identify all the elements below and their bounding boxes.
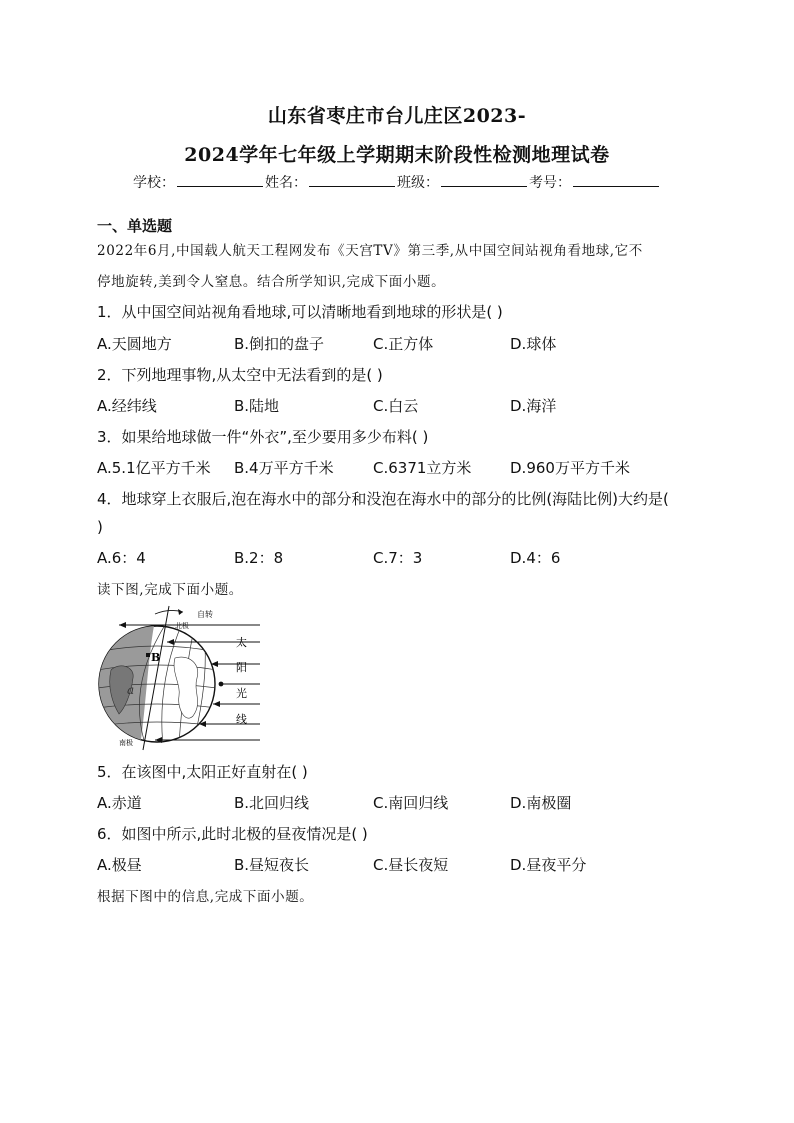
student-info-row bbox=[0, 172, 794, 192]
q3-option-d[interactable]: D.960万平方千米 bbox=[510, 459, 630, 477]
earth-diagram bbox=[97, 604, 267, 752]
number-label: 考号： bbox=[529, 175, 571, 191]
question-5-stem: 5．在该图中,太阳正好直射在( ) bbox=[97, 763, 308, 781]
sunlight-label-char: 光 bbox=[236, 687, 247, 700]
question-3-stem: 3．如果给地球做一件“外衣”,至少要用多少布料( ) bbox=[97, 428, 429, 446]
school-field[interactable] bbox=[133, 172, 265, 192]
sunlight-ray-arrowhead bbox=[119, 622, 126, 628]
name-field[interactable] bbox=[265, 172, 397, 192]
q2-option-c[interactable]: C.白云 bbox=[373, 397, 419, 415]
q1-option-d[interactable]: D.球体 bbox=[510, 335, 557, 353]
q2-option-b[interactable]: B.陆地 bbox=[234, 397, 280, 415]
north-pole-label: 北极 bbox=[175, 622, 189, 630]
q6-option-c[interactable]: C.昼长夜短 bbox=[373, 856, 449, 874]
q4-option-d[interactable]: D.4：6 bbox=[510, 549, 561, 567]
question-4-options bbox=[97, 547, 717, 569]
south-pole-label: 南极 bbox=[119, 739, 133, 747]
intro1-line1: 2022年6月,中国载人航天工程网发布《天宫TV》第三季,从中国空间站视角看地球,它不 bbox=[97, 243, 643, 259]
q4-option-b[interactable]: B.2：8 bbox=[234, 549, 284, 567]
class-label: 班级： bbox=[397, 175, 439, 191]
question-2-options bbox=[97, 395, 717, 417]
question-2-stem: 2．下列地理事物,从太空中无法看到的是( ) bbox=[97, 366, 383, 384]
question-6-stem: 6．如图中所示,此时北极的昼夜情况是( ) bbox=[97, 825, 368, 843]
question-1-stem: 1．从中国空间站视角看地球,可以清晰地看到地球的形状是( ) bbox=[97, 303, 503, 321]
question-1-options bbox=[97, 333, 717, 355]
sunlight-ray-arrowhead bbox=[213, 701, 220, 707]
name-label: 姓名： bbox=[265, 175, 307, 191]
rotation-label: 自转 bbox=[197, 610, 213, 619]
q1-option-c[interactable]: C.正方体 bbox=[373, 335, 434, 353]
q5-option-c[interactable]: C.南回归线 bbox=[373, 794, 449, 812]
sunlight-label-char: 线 bbox=[236, 713, 247, 726]
number-field[interactable] bbox=[529, 172, 661, 192]
class-field[interactable] bbox=[397, 172, 529, 192]
q4-option-a[interactable]: A.6：4 bbox=[97, 549, 146, 567]
q3-option-a[interactable]: A.5.1亿平方千米 bbox=[97, 459, 211, 477]
q5-option-d[interactable]: D.南极圈 bbox=[510, 794, 572, 812]
q6-option-d[interactable]: D.昼夜平分 bbox=[510, 856, 587, 874]
q3-option-b[interactable]: B.4万平方千米 bbox=[234, 459, 334, 477]
number-blank[interactable] bbox=[573, 173, 659, 187]
school-blank[interactable] bbox=[177, 173, 263, 187]
sunlight-label-char: 阳 bbox=[236, 661, 247, 674]
intro3: 根据下图中的信息,完成下面小题。 bbox=[97, 889, 314, 905]
question-3-options bbox=[97, 457, 717, 479]
q3-option-c[interactable]: C.6371立方米 bbox=[373, 459, 472, 477]
question-4-stem-line1: 4．地球穿上衣服后,泡在海水中的部分和没泡在海水中的部分的比例(海陆比例)大约是( bbox=[97, 490, 669, 508]
point-b-marker bbox=[146, 653, 150, 657]
q4-option-c[interactable]: C.7：3 bbox=[373, 549, 423, 567]
question-5-options bbox=[97, 792, 717, 814]
q6-option-b[interactable]: B.昼短夜长 bbox=[234, 856, 310, 874]
exam-title-line2: 2024学年七年级上学期期末阶段性检测地理试卷 bbox=[184, 144, 610, 166]
q6-option-a[interactable]: A.极昼 bbox=[97, 856, 142, 874]
earth-sunlight-figure bbox=[97, 604, 267, 752]
direct-point-marker bbox=[219, 682, 224, 687]
exam-title-line1: 山东省枣庄市台儿庄区2023- bbox=[267, 105, 527, 127]
question-6-options bbox=[97, 854, 717, 876]
q5-option-b[interactable]: B.北回归线 bbox=[234, 794, 310, 812]
q5-option-a[interactable]: A.赤道 bbox=[97, 794, 142, 812]
intro2: 读下图,完成下面小题。 bbox=[97, 582, 243, 598]
q2-option-a[interactable]: A.经纬线 bbox=[97, 397, 157, 415]
rotation-arrowhead bbox=[178, 609, 183, 615]
sunlight-label-char: 太 bbox=[236, 636, 247, 649]
school-label: 学校： bbox=[133, 175, 175, 191]
name-blank[interactable] bbox=[309, 173, 395, 187]
question-4-stem-line2: ) bbox=[97, 518, 103, 536]
intro1-line2: 停地旋转,美到令人窒息。结合所学知识,完成下面小题。 bbox=[97, 274, 446, 290]
point-a-label: a bbox=[127, 683, 135, 697]
q2-option-d[interactable]: D.海洋 bbox=[510, 397, 557, 415]
q1-option-a[interactable]: A.天圆地方 bbox=[97, 335, 172, 353]
point-b-label: B bbox=[151, 651, 161, 664]
class-blank[interactable] bbox=[441, 173, 527, 187]
q1-option-b[interactable]: B.倒扣的盘子 bbox=[234, 335, 325, 353]
section-title: 一、单选题 bbox=[97, 217, 173, 235]
